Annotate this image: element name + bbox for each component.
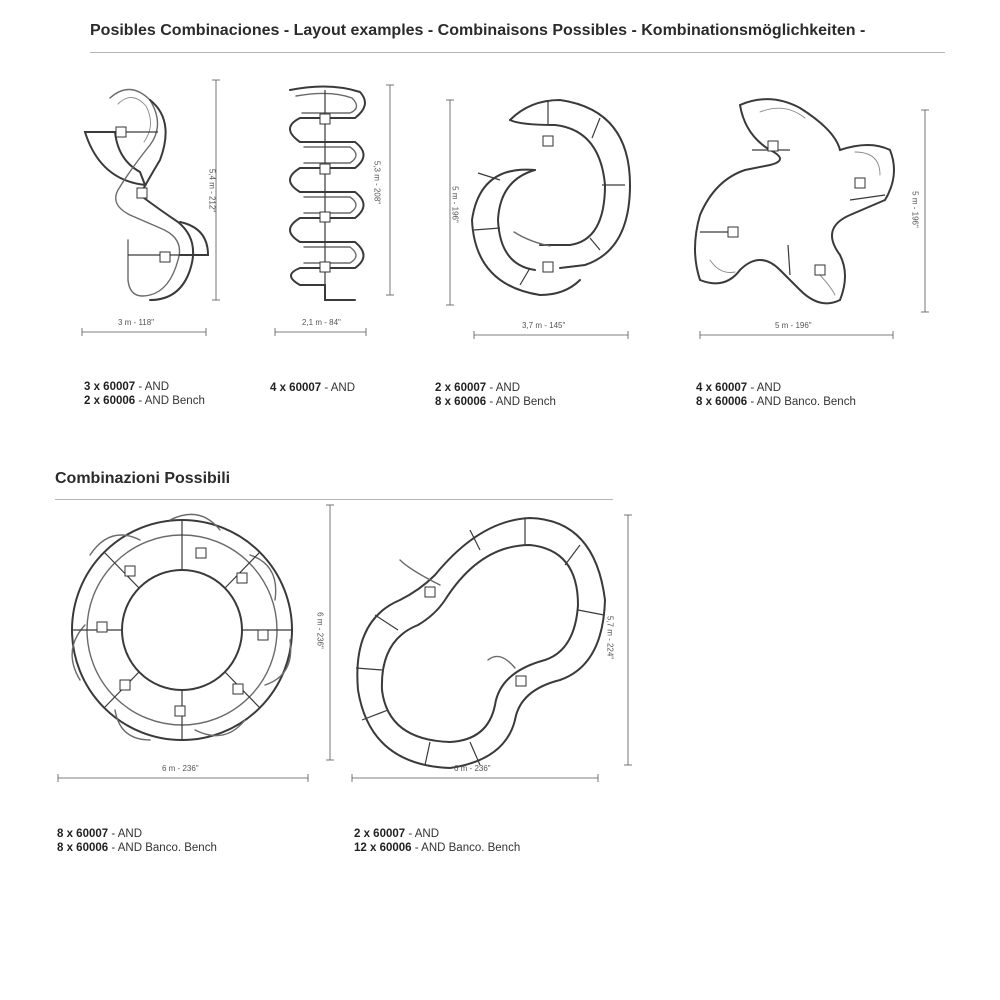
layout-1-drawing bbox=[85, 89, 208, 300]
layout-3-width-label: 3,7 m - 145" bbox=[522, 321, 566, 330]
layout-6-item-1-qty: 2 x 60007 bbox=[354, 828, 406, 840]
layout-1-item-2-name: - AND Bench bbox=[135, 395, 205, 407]
layout-6-height-label: 5,7 m - 224" bbox=[605, 615, 615, 660]
layout-3-height-label: 5 m - 196" bbox=[450, 186, 460, 223]
layout-6-item-2-name: - AND Banco. Bench bbox=[411, 842, 521, 854]
layout-3-drawing bbox=[472, 100, 630, 295]
layout-1-item-2-qty: 2 x 60006 bbox=[84, 395, 136, 407]
layout-3-item-2-name: - AND Bench bbox=[486, 396, 556, 408]
layout-2-caption bbox=[270, 381, 355, 395]
layout-4-caption bbox=[696, 381, 856, 409]
layout-1-item-1-name: - AND bbox=[135, 381, 170, 393]
layout-1-item-1-qty: 3 x 60007 bbox=[84, 381, 136, 393]
layout-3-item-1-qty: 2 x 60007 bbox=[435, 382, 487, 394]
layout-4-height-label: 5 m - 196" bbox=[910, 191, 920, 228]
page-title: Posibles Combinaciones - Layout examples - Combinaisons Possibles - Kombinationsmöglichkeiten - bbox=[90, 22, 866, 39]
layout-6-item-2-qty: 12 x 60006 bbox=[354, 842, 412, 854]
layout-1-height-label: 5,4 m - 212" bbox=[207, 168, 217, 213]
layout-5-dimension-lines bbox=[58, 505, 334, 782]
layout-4-width-label: 5 m - 196" bbox=[775, 321, 812, 330]
layout-2-height-label: 5,3 m - 208" bbox=[372, 160, 382, 205]
layout-6-item-1-name: - AND bbox=[405, 828, 440, 840]
layout-2-width-label: 2,1 m - 84" bbox=[302, 318, 341, 327]
layout-3-item-2-qty: 8 x 60006 bbox=[435, 396, 487, 408]
layout-5-width-label: 6 m - 236" bbox=[162, 764, 199, 773]
layout-3-item-1-name: - AND bbox=[486, 382, 521, 394]
layout-4-dimension-lines bbox=[700, 110, 929, 339]
layout-5-caption bbox=[57, 827, 217, 855]
layout-5-item-1-qty: 8 x 60007 bbox=[57, 828, 109, 840]
layout-4-item-2-qty: 8 x 60006 bbox=[696, 396, 748, 408]
layout-2-item-1-qty: 4 x 60007 bbox=[270, 382, 322, 394]
layout-5-item-2-name: - AND Banco. Bench bbox=[108, 842, 217, 854]
layout-4-drawing bbox=[695, 99, 894, 303]
layout-3-caption bbox=[435, 381, 556, 409]
layout-4-item-1-qty: 4 x 60007 bbox=[696, 382, 748, 394]
layout-6-drawing bbox=[356, 518, 605, 768]
layout-5-item-1-name: - AND bbox=[108, 828, 143, 840]
layout-5-drawing bbox=[72, 514, 292, 740]
section-subtitle: Combinazioni Possibili bbox=[55, 470, 231, 487]
layout-1-caption bbox=[84, 380, 205, 408]
layout-6-caption bbox=[354, 827, 520, 855]
layout-4-item-2-name: - AND Banco. Bench bbox=[747, 396, 856, 408]
layout-2-item-1-name: - AND bbox=[321, 382, 356, 394]
layout-4-item-1-name: - AND bbox=[747, 382, 782, 394]
layout-6-width-label: 6 m - 236" bbox=[454, 764, 491, 773]
layout-5-item-2-qty: 8 x 60006 bbox=[57, 842, 109, 854]
layout-2-drawing bbox=[290, 86, 365, 300]
layout-1-width-label: 3 m - 118" bbox=[118, 318, 155, 327]
layout-5-height-label: 6 m - 236" bbox=[315, 612, 325, 649]
layout-1-dimension-lines bbox=[82, 80, 220, 336]
